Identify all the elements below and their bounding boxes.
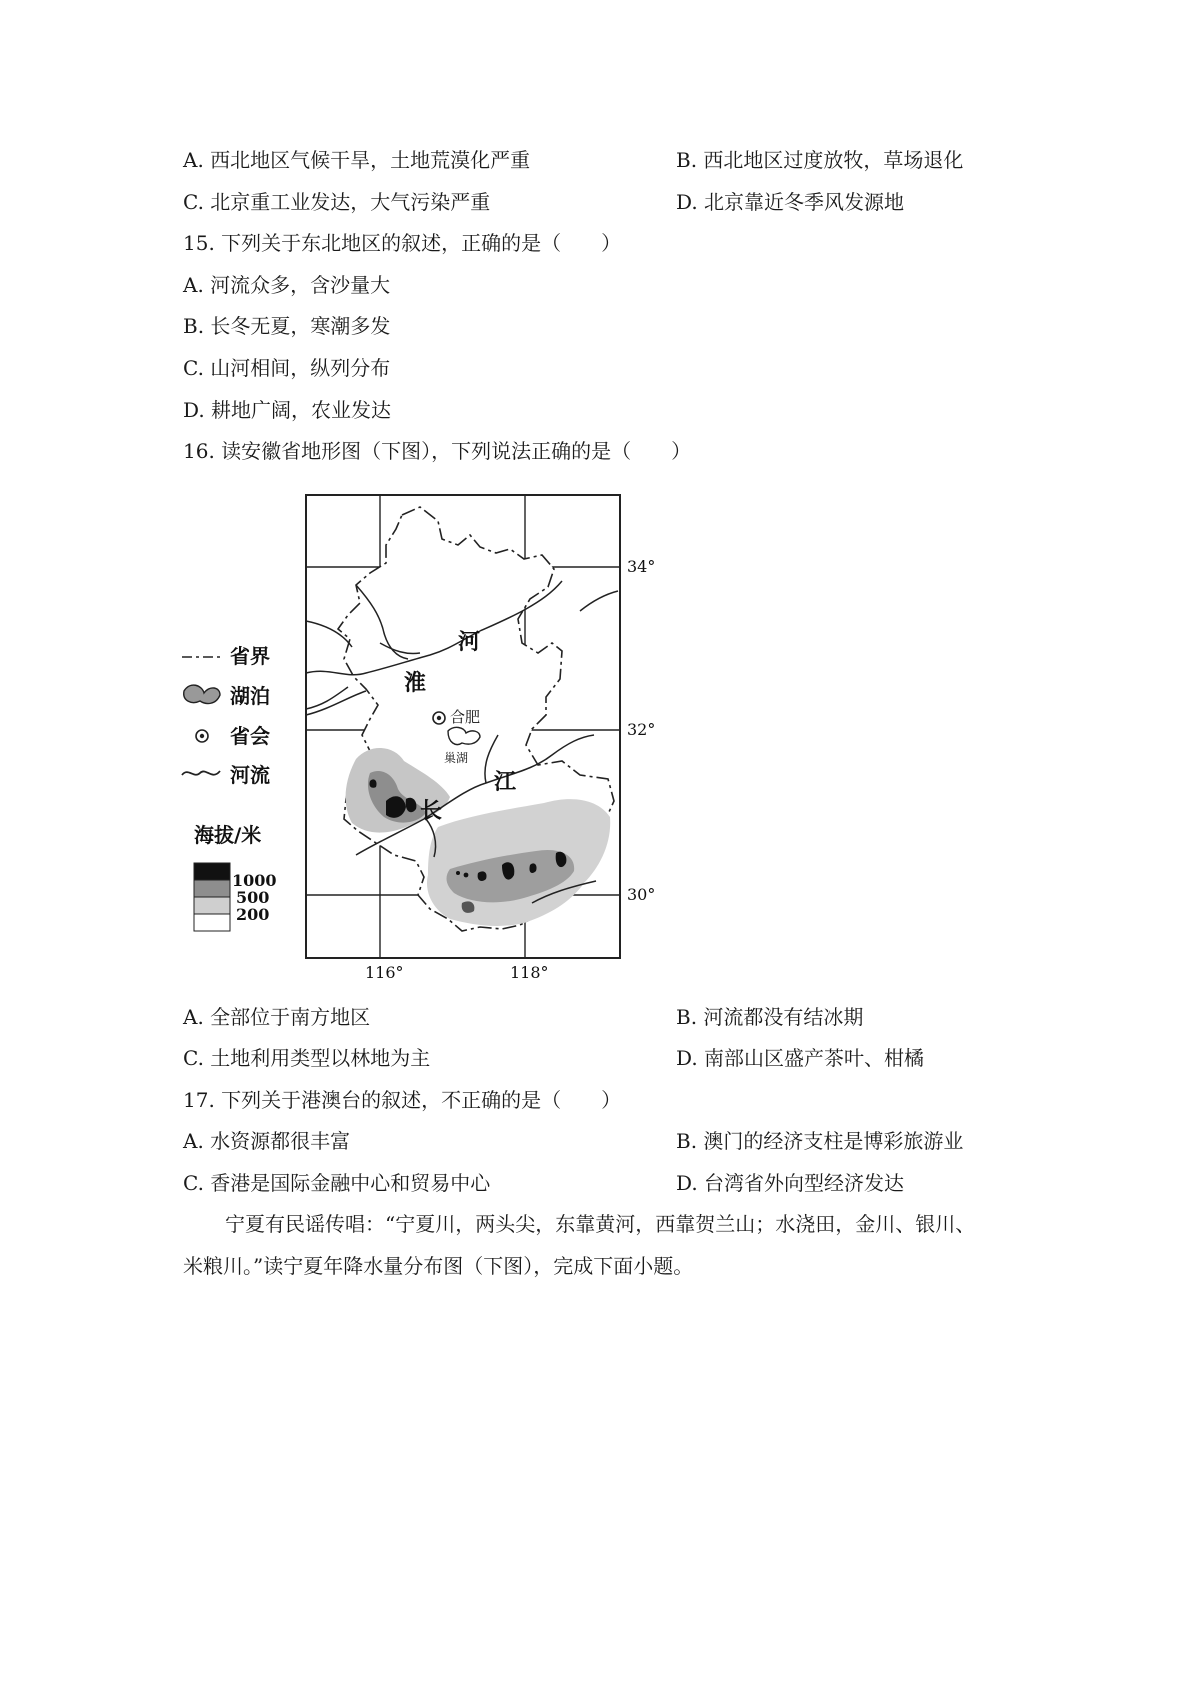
legend-river: 河流	[230, 763, 270, 787]
q17-option-c: C. 香港是国际金融中心和贸易中心	[183, 1171, 491, 1195]
q15-option-d: D. 耕地广阔，农业发达	[183, 398, 392, 422]
map-svg	[180, 483, 700, 983]
q14-option-b: B. 西北地区过度放牧，草场退化	[676, 148, 964, 172]
q17-option-a: A. 水资源都很丰富	[183, 1129, 351, 1153]
q15-option-c: C. 山河相间，纵列分布	[183, 356, 391, 380]
q16-option-a: A. 全部位于南方地区	[183, 1005, 371, 1029]
q16-stem: 16. 读安徽省地形图（下图），下列说法正确的是（ ）	[183, 439, 692, 463]
q14-option-d: D. 北京靠近冬季风发源地	[676, 190, 905, 214]
lat-label-32: 32°	[627, 720, 656, 739]
label-huai: 淮	[404, 670, 427, 696]
elevation-swatch-0	[194, 914, 230, 931]
q15-stem: 15. 下列关于东北地区的叙述，正确的是（ ）	[183, 231, 622, 255]
q14-option-c: C. 北京重工业发达，大气污染严重	[183, 190, 491, 214]
anhui-terrain-map	[180, 483, 700, 983]
label-chang: 长	[420, 798, 443, 824]
elevation-swatch-500	[194, 880, 230, 897]
map-legend	[182, 644, 277, 931]
legend-level-1000: 1000	[232, 871, 277, 890]
label-jiang: 江	[494, 769, 517, 795]
legend-elevation-title: 海拔/米	[194, 823, 262, 847]
legend-level-500: 500	[236, 888, 270, 907]
hefei-capital-symbol	[433, 712, 445, 724]
lat-label-30: 30°	[627, 885, 656, 904]
label-hefei: 合肥	[450, 708, 481, 726]
lon-label-118: 118°	[510, 963, 549, 982]
q17-option-b: B. 澳门的经济支柱是博彩旅游业	[676, 1129, 964, 1153]
q15-option-a: A. 河流众多，含沙量大	[183, 273, 391, 297]
q16-option-c: C. 土地利用类型以林地为主	[183, 1046, 431, 1070]
q16-option-d: D. 南部山区盛产茶叶、柑橘	[676, 1046, 925, 1070]
lake-legend-symbol	[184, 685, 220, 703]
elevation-swatch-1000	[194, 863, 230, 880]
lat-label-34: 34°	[627, 557, 656, 576]
legend-level-200: 200	[236, 905, 270, 924]
elevation-swatch-200	[194, 897, 230, 914]
q15-option-b: B. 长冬无夏，寒潮多发	[183, 314, 391, 338]
lon-label-116: 116°	[365, 963, 404, 982]
q17-stem: 17. 下列关于港澳台的叙述，不正确的是（ ）	[183, 1088, 622, 1112]
label-chaohu: 巢湖	[444, 751, 469, 765]
label-he: 河	[458, 629, 481, 655]
q16-option-b: B. 河流都没有结冰期	[676, 1005, 864, 1029]
legend-boundary: 省界	[230, 644, 270, 668]
river-legend-symbol	[182, 771, 220, 775]
q17-option-d: D. 台湾省外向型经济发达	[676, 1171, 905, 1195]
legend-lake: 湖泊	[230, 684, 270, 708]
q14-option-a: A. 西北地区气候干旱，土地荒漠化严重	[183, 148, 531, 172]
legend-capital: 省会	[230, 724, 270, 748]
passage-line-1: 宁夏有民谣传唱：“宁夏川，两头尖，东靠黄河，西靠贺兰山；水浇田，金川、银川、	[225, 1212, 976, 1236]
passage-line-2: 米粮川。”读宁夏年降水量分布图（下图），完成下面小题。	[183, 1254, 694, 1278]
